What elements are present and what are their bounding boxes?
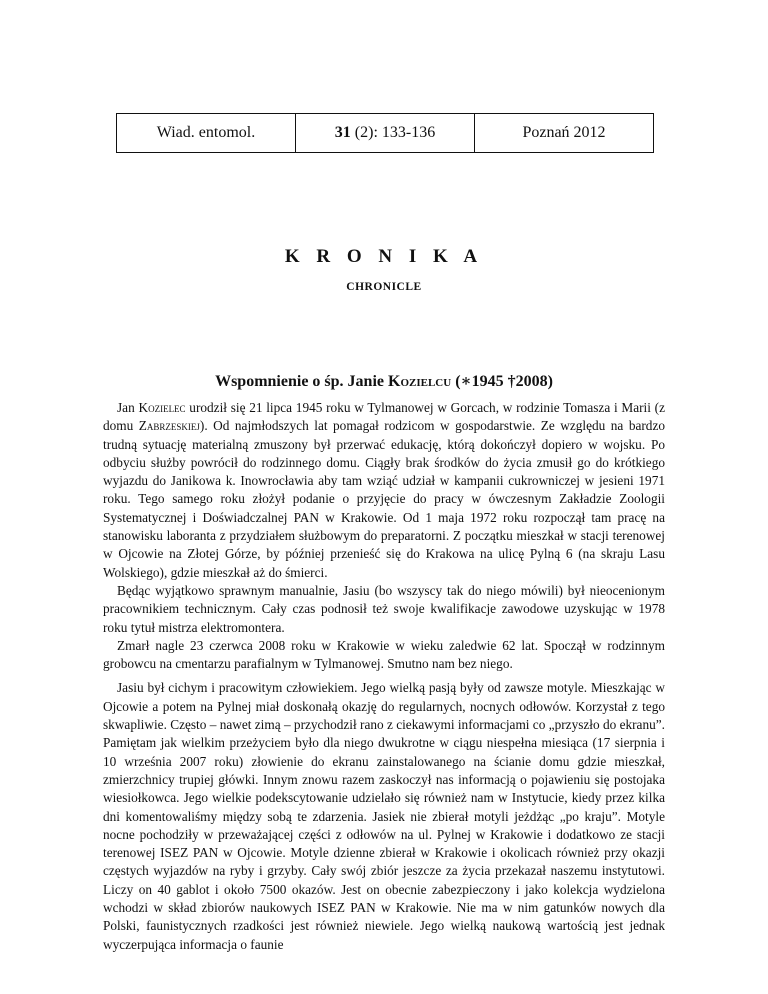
volume-cell	[296, 114, 475, 152]
article-title	[0, 371, 768, 391]
paragraph-4: Jasiu był cichym i pracowitym człowiekiem. Jego wielką pasją były od zawsze motyle. Mieszkając w Ojcowie a potem na Pylnej miał doskonałą okazję do regularnych, nocnych odłowów. Korzystał z tego skwapliwie. Często – nawet zimą – przychodził rano z ciekawymi informacjami co „przyszło do ekranu”. Pamiętam jak wielkim przeżyciem było dla niego dwukrotne w ciągu niespełna miesiąca (17 sierpnia i 10 września 2007 roku) złowienie do ekranu zainstalowanego na ścianie domu gdzie mieszkał, zmierzchnicy trupiej główki. Innym znowu razem zaskoczył nas informacją o pojawieniu się postojaka wiesiołkowca. Jego wielkie podekscytowanie udzielało się również nam w Instytucie, kiedy przez kilka dni komentowaliśmy między sobą te zdarzenia. Jasiek nie zbierał motyli jeżdżąc „po kraju”. Motyle nocne pochodziły w przeważającej części z odłowów na ul. Pylnej w Krakowie i dodatkowo ze stacji terenowej ISEZ PAN w Ojcowie. Motyle dzienne zbierał w Krakowie i okolicach również przy okazji częstych wyjazdów na ryby i grzyby. Cały swój zbiór jeszcze za życia przekazał naszemu instytutowi. Liczy on 40 gablot i około 7500 okazów. Jest on obecnie zabezpieczony i jako kolekcja wydzielona wchodzi w skład zbiorów naukowych ISEZ PAN w Krakowie. Nie ma w nim gatunków nowych dla Polski, faunistycznych rzadkości jest również niewiele. Jego wielką naukową wartością jest jednak wyczerpująca informacja o faunie	[103, 680, 665, 952]
p1-name: Jan	[117, 400, 135, 415]
article-body	[103, 399, 665, 954]
paragraph-3: Zmarł nagle 23 czerwca 2008 roku w Krakowie w wieku zaledwie 62 lat. Spoczął w rodzinnym grobowcu na cmentarzu parafialnym w Tylmanowej. Smutno nam bez niego.	[103, 637, 665, 672]
place-year: Poznań 2012	[522, 124, 606, 141]
issue-pages: (2): 133-136	[354, 124, 436, 141]
volume-number: 31	[334, 124, 351, 141]
article-title-suffix: (∗1945 †2008)	[455, 373, 553, 390]
journal-name-cell	[117, 114, 296, 152]
journal-header-box	[116, 113, 654, 153]
paragraph-2: Będąc wyjątkowo sprawnym manualnie, Jasiu (bo wszyscy tak do niego mówili) był nieocenionym pracownikiem technicznym. Cały czas podnosił też swoje kwalifikacje zawodowe uzyskując w 1978 roku tytuł mistrza elektromontera.	[103, 582, 665, 635]
article-title-surname: Kozielcu	[388, 373, 452, 390]
p1-text-b: ). Od najmłodszych lat pomagał rodzicom w gospodarstwie. Ze względu na bardzo trudną sytuację materialną zmuszony był przerwać edukację, którą dokończył dopiero w wojsku. Po odbyciu służby powrócił do rodzinnego domu. Ciągły brak środków do życia zmusił go do krótkiego wyjazdu do Janikowa k. Inowrocławia aby tam wziąć udział w kampanii cukrowniczej w jesieni 1971 roku. Tego samego roku złożył podanie o przyjęcie do pracy w ówczesnym Zakładzie Zoologii Systematycznej i Doświadczalnej PAN w Krakowie. Od 1 maja 1972 roku rozpoczął tam pracę na stanowisku laboranta z przydziałem służbowym do preparatorni. Z początku mieszkał w stacji terenowej w Ojcowie na Złotej Górze, by później przenieść się do Krakowa na ulicę Pylną 6 (na skraju Lasu Wolskiego), gdzie mieszkał aż do śmierci.	[103, 418, 665, 580]
p1-surname: Kozielec	[138, 400, 186, 415]
paragraph-1	[103, 399, 665, 582]
place-year-cell	[475, 114, 653, 152]
article-title-prefix: Wspomnienie o śp. Janie	[215, 373, 384, 390]
section-title: K R O N I K A	[284, 246, 484, 267]
journal-name: Wiad. entomol.	[156, 124, 256, 141]
p1-text-a: urodził się 21 lipca 1945 roku w Tylmanowej w Gorcach, w rodzinie Tomasza i Marii (z domu	[103, 400, 665, 434]
section-subtitle: CHRONICLE	[346, 281, 422, 293]
p1-maiden-name: Zabrzeskiej	[138, 418, 200, 434]
